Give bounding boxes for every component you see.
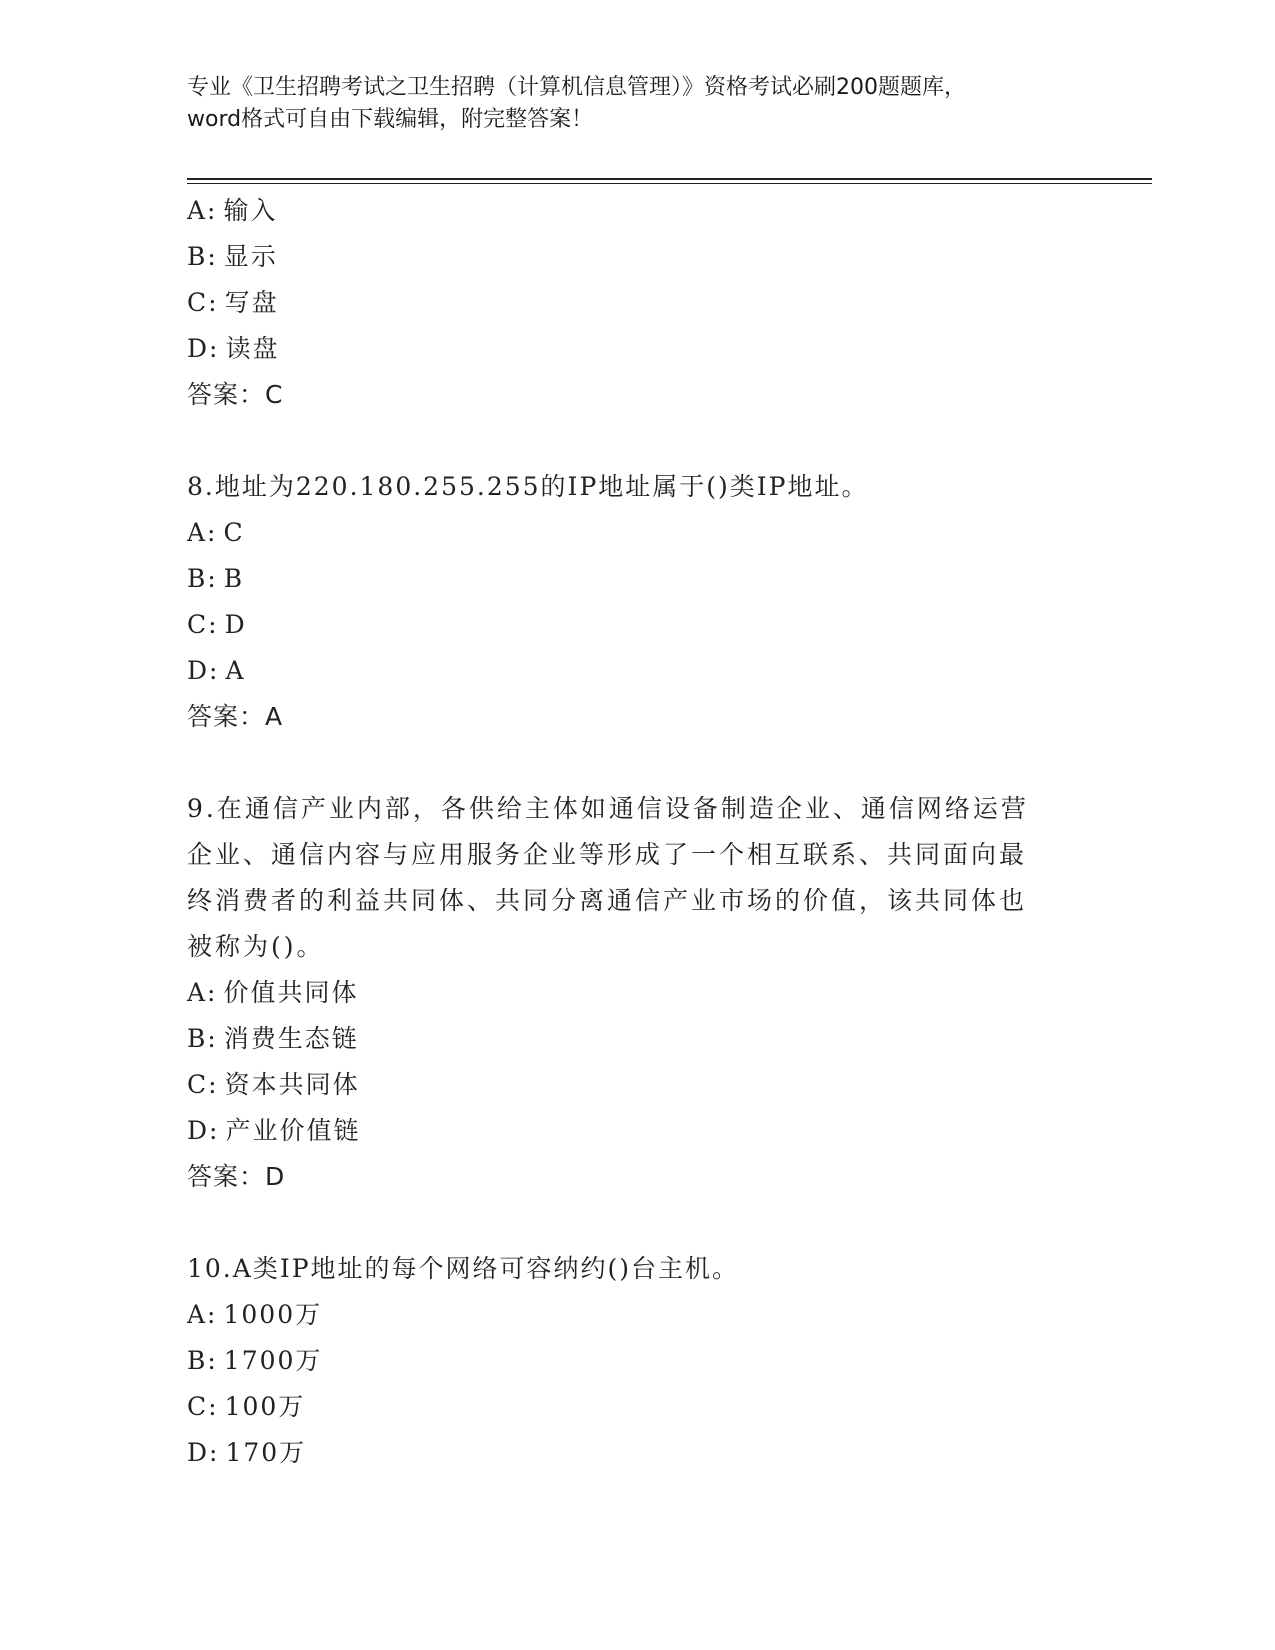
option-label: A: [187,518,218,547]
option-value: 消费生态链 [223,1024,359,1053]
question-9 [187,786,1087,1200]
option-c [187,602,1087,648]
option-value: B [223,564,245,593]
option-label: D: [187,1116,220,1145]
option-value: 1000万 [223,1300,323,1329]
header-line-1: 专业《卫生招聘考试之卫生招聘（计算机信息管理）》资格考试必刷200题题库， [187,75,966,100]
option-value: 100万 [224,1392,306,1421]
option-a [187,188,1087,234]
question-7 [187,188,1087,418]
option-value: 显示 [223,242,278,271]
option-b [187,1016,1087,1062]
option-label: D: [187,656,220,685]
header-line-2: word格式可自由下载编辑，附完整答案！ [187,107,594,132]
option-value: 价值共同体 [223,978,359,1007]
option-d [187,648,1087,694]
option-value: 资本共同体 [224,1070,360,1099]
option-label: C: [187,288,219,317]
option-value: D [224,610,247,639]
spacer [187,1200,1087,1246]
option-c [187,1062,1087,1108]
option-label: A: [187,1300,218,1329]
option-label: C: [187,1070,219,1099]
question-content [187,188,1087,1476]
option-d [187,326,1087,372]
header-divider-thick [187,178,1152,180]
option-label: B: [187,1346,218,1375]
option-a [187,1292,1087,1338]
option-d [187,1108,1087,1154]
option-c [187,280,1087,326]
option-b [187,1338,1087,1384]
option-a [187,970,1087,1016]
question-text-line-1: 9.在通信产业内部，各供给主体如通信设备制造企业、通信网络运营 [187,794,1029,823]
option-value: 输入 [223,196,278,225]
option-d [187,1430,1087,1476]
option-value: 写盘 [224,288,279,317]
option-label: C: [187,610,219,639]
question-text-line-2: 企业、通信内容与应用服务企业等形成了一个相互联系、共同面向最 [187,840,1028,869]
option-value: 170万 [225,1438,307,1467]
option-b [187,556,1087,602]
question-8 [187,464,1087,740]
option-value: 产业价值链 [225,1116,361,1145]
option-a [187,510,1087,556]
option-b [187,234,1087,280]
option-value: 1700万 [223,1346,323,1375]
question-text-line-3: 终消费者的利益共同体、共同分离通信产业市场的价值，该共同体也 [187,886,1028,915]
spacer [187,418,1087,464]
option-value: C [223,518,245,547]
option-label: B: [187,242,218,271]
question-text-line-4: 被称为()。 [187,932,325,961]
option-label: D: [187,1438,220,1467]
answer-line: 答案：C [187,380,284,409]
option-label: C: [187,1392,219,1421]
option-label: A: [187,196,218,225]
option-label: D: [187,334,220,363]
spacer [187,740,1087,786]
option-label: B: [187,564,218,593]
answer-line: 答案：A [187,702,284,731]
document-header [187,72,1087,136]
option-value: A [225,656,246,685]
option-label: A: [187,978,218,1007]
question-10 [187,1246,1087,1476]
option-label: B: [187,1024,218,1053]
answer-line: 答案：D [187,1162,286,1191]
option-value: 读盘 [225,334,280,363]
question-text: 10.A类IP地址的每个网络可容纳约()台主机。 [187,1254,740,1283]
option-c [187,1384,1087,1430]
question-text: 8.地址为220.180.255.255的IP地址属于()类IP地址。 [187,472,869,501]
header-divider-thin [187,183,1152,184]
